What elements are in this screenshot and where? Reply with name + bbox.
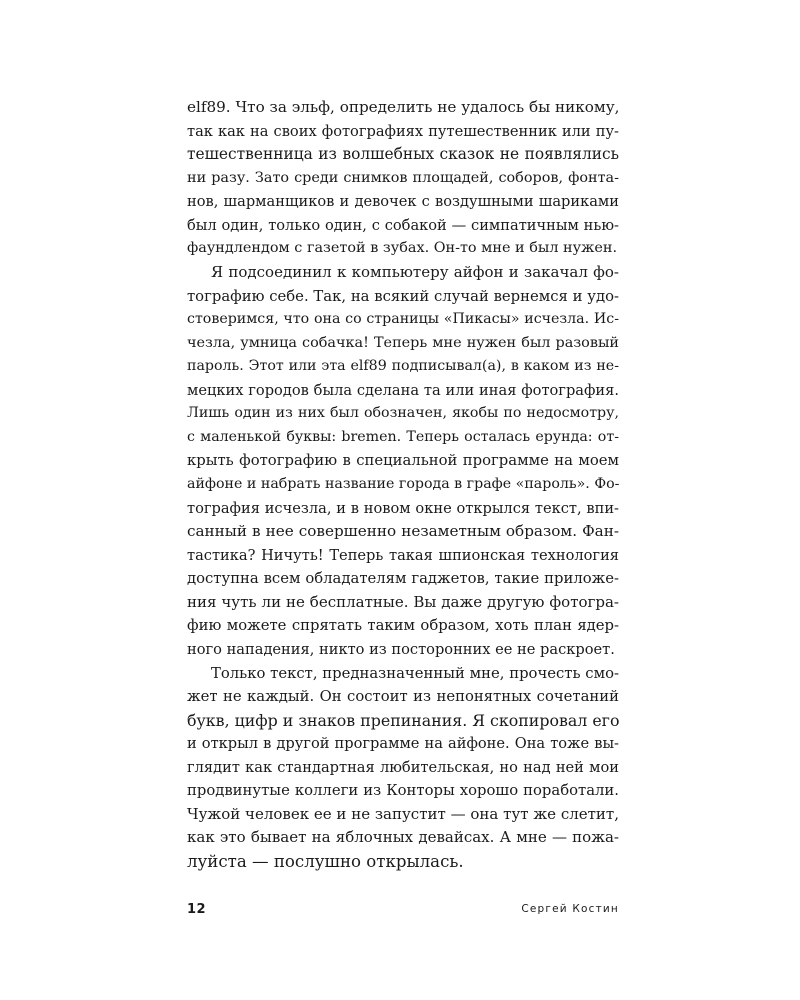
text-line: пароль. Этот или эта elf89 подписывал(а), в каком из не- (187, 358, 619, 375)
text-line: ни разу. Зато среди снимков площадей, соборов, фонта- (187, 169, 619, 186)
text-line: Чужой человек ее и не запустит — она тут же слетит, (187, 804, 619, 823)
text-line: жет не каждый. Он состоит из непонятных сочетаний (187, 688, 619, 706)
text-line: букв, цифр и знаков препинания. Я скопировал его (187, 710, 620, 730)
text-line: продвинутые коллеги из Конторы хорошо поработали. (187, 782, 619, 800)
text-line: нов, шарманщиков и девочек с воздушными шариками (187, 193, 619, 211)
page-number: 12 (187, 902, 207, 917)
paragraph (187, 662, 619, 874)
text-line: айфоне и набрать название города в графе «пароль». Фо- (187, 476, 620, 492)
text-line: мецких городов была сделана та или иная фотография. (187, 381, 619, 399)
text-line: тографию себе. Так, на всякий случай вернемся и удо- (187, 287, 619, 305)
text-line: фию можете спрятать таким образом, хоть план ядер- (187, 617, 619, 635)
text-line: Я подсоединил к компьютеру айфон и закачал фо- (211, 262, 619, 281)
text-line: тастика? Ничуть! Теперь такая шпионская технология (187, 546, 619, 564)
text-line: Лишь один из них был обозначен, якобы по недосмотру, (187, 405, 619, 422)
body-text (187, 96, 619, 874)
text-line: крыть фотографию в специальной программе на моем (187, 452, 619, 470)
text-line: санный в нее совершенно незаметным образом. Фан- (187, 522, 619, 541)
text-line: elf89. Что за эльф, определить не удалось бы никому, (187, 98, 620, 116)
text-line: и открыл в другой программе на айфоне. Она тоже вы- (187, 735, 619, 753)
text-line: был один, только один, с собакой — симпатичным нью- (187, 216, 619, 234)
text-line: ния чуть ли не бесплатные. Вы даже другую фотогра- (187, 592, 619, 611)
text-line: чезла, умница собачка! Теперь мне нужен был разовый (187, 334, 619, 351)
text-line: луйста — послушно открылась. (187, 852, 464, 871)
page-footer (187, 902, 619, 922)
text-line: глядит как стандартная любительская, но над ней мои (187, 758, 619, 776)
text-line: как это бывает на яблочных девайсах. А мне — пожа- (187, 828, 619, 847)
text-line: тография исчезла, и в новом окне открылся текст, впи- (187, 499, 619, 517)
running-head-author: Сергей Костин (521, 903, 619, 915)
text-line: Только текст, предназначенный мне, прочесть смо- (211, 664, 619, 682)
paragraph (187, 261, 619, 662)
paragraph (187, 96, 619, 261)
text-line: стоверимся, что она со страницы «Пикасы» исчезла. Ис- (187, 311, 619, 328)
text-line: тешественница из волшебных сказок не появлялись (187, 145, 619, 164)
text-line: так как на своих фотографиях путешественник или пу- (187, 122, 619, 140)
text-line: фаундлендом с газетой в зубах. Он-то мне и был нужен. (187, 240, 618, 257)
text-line: ного нападения, никто из посторонних ее не раскроет. (187, 640, 615, 658)
text-line: доступна всем обладателям гаджетов, такие приложе- (187, 570, 619, 588)
text-line: с маленькой буквы: bremen. Теперь осталась ерунда: от- (187, 428, 619, 445)
